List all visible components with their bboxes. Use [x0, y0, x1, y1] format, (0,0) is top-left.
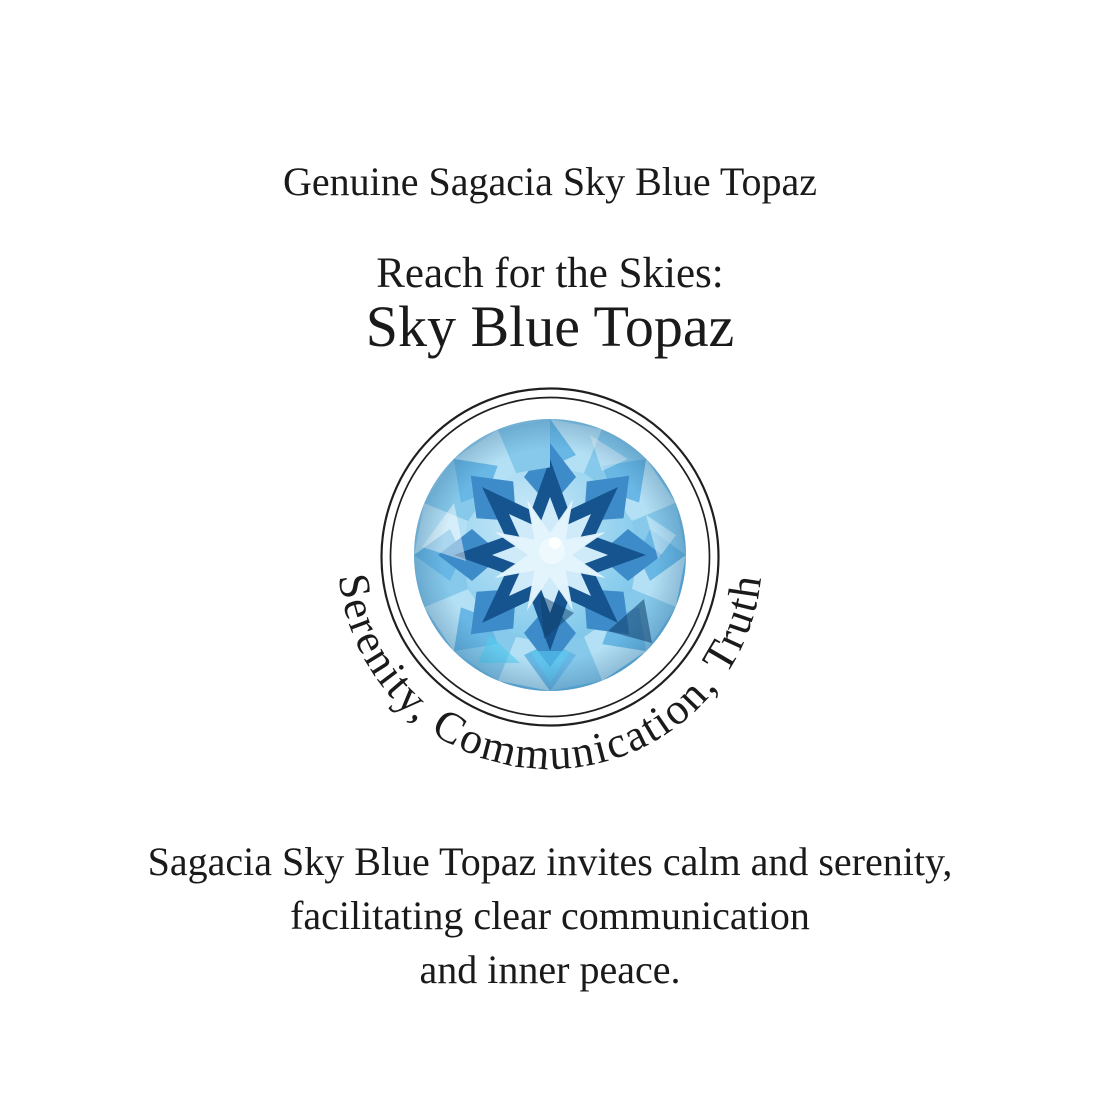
title-line-1: Reach for the Skies:: [376, 250, 724, 297]
description-paragraph: [0, 835, 1100, 997]
description-line-1: Sagacia Sky Blue Topaz invites calm and serenity,: [147, 839, 953, 884]
gem-badge: [315, 322, 785, 792]
sky-blue-topaz-gem: [386, 391, 714, 719]
title-line-2: Sky Blue Topaz: [365, 294, 735, 359]
description-line-3: and inner peace.: [419, 947, 681, 992]
description-line-2: facilitating clear communication: [290, 893, 810, 938]
curved-caption-text: Serenity, Communication, Truth: [328, 570, 772, 780]
eyebrow-text: Genuine Sagacia Sky Blue Topaz: [282, 159, 818, 204]
